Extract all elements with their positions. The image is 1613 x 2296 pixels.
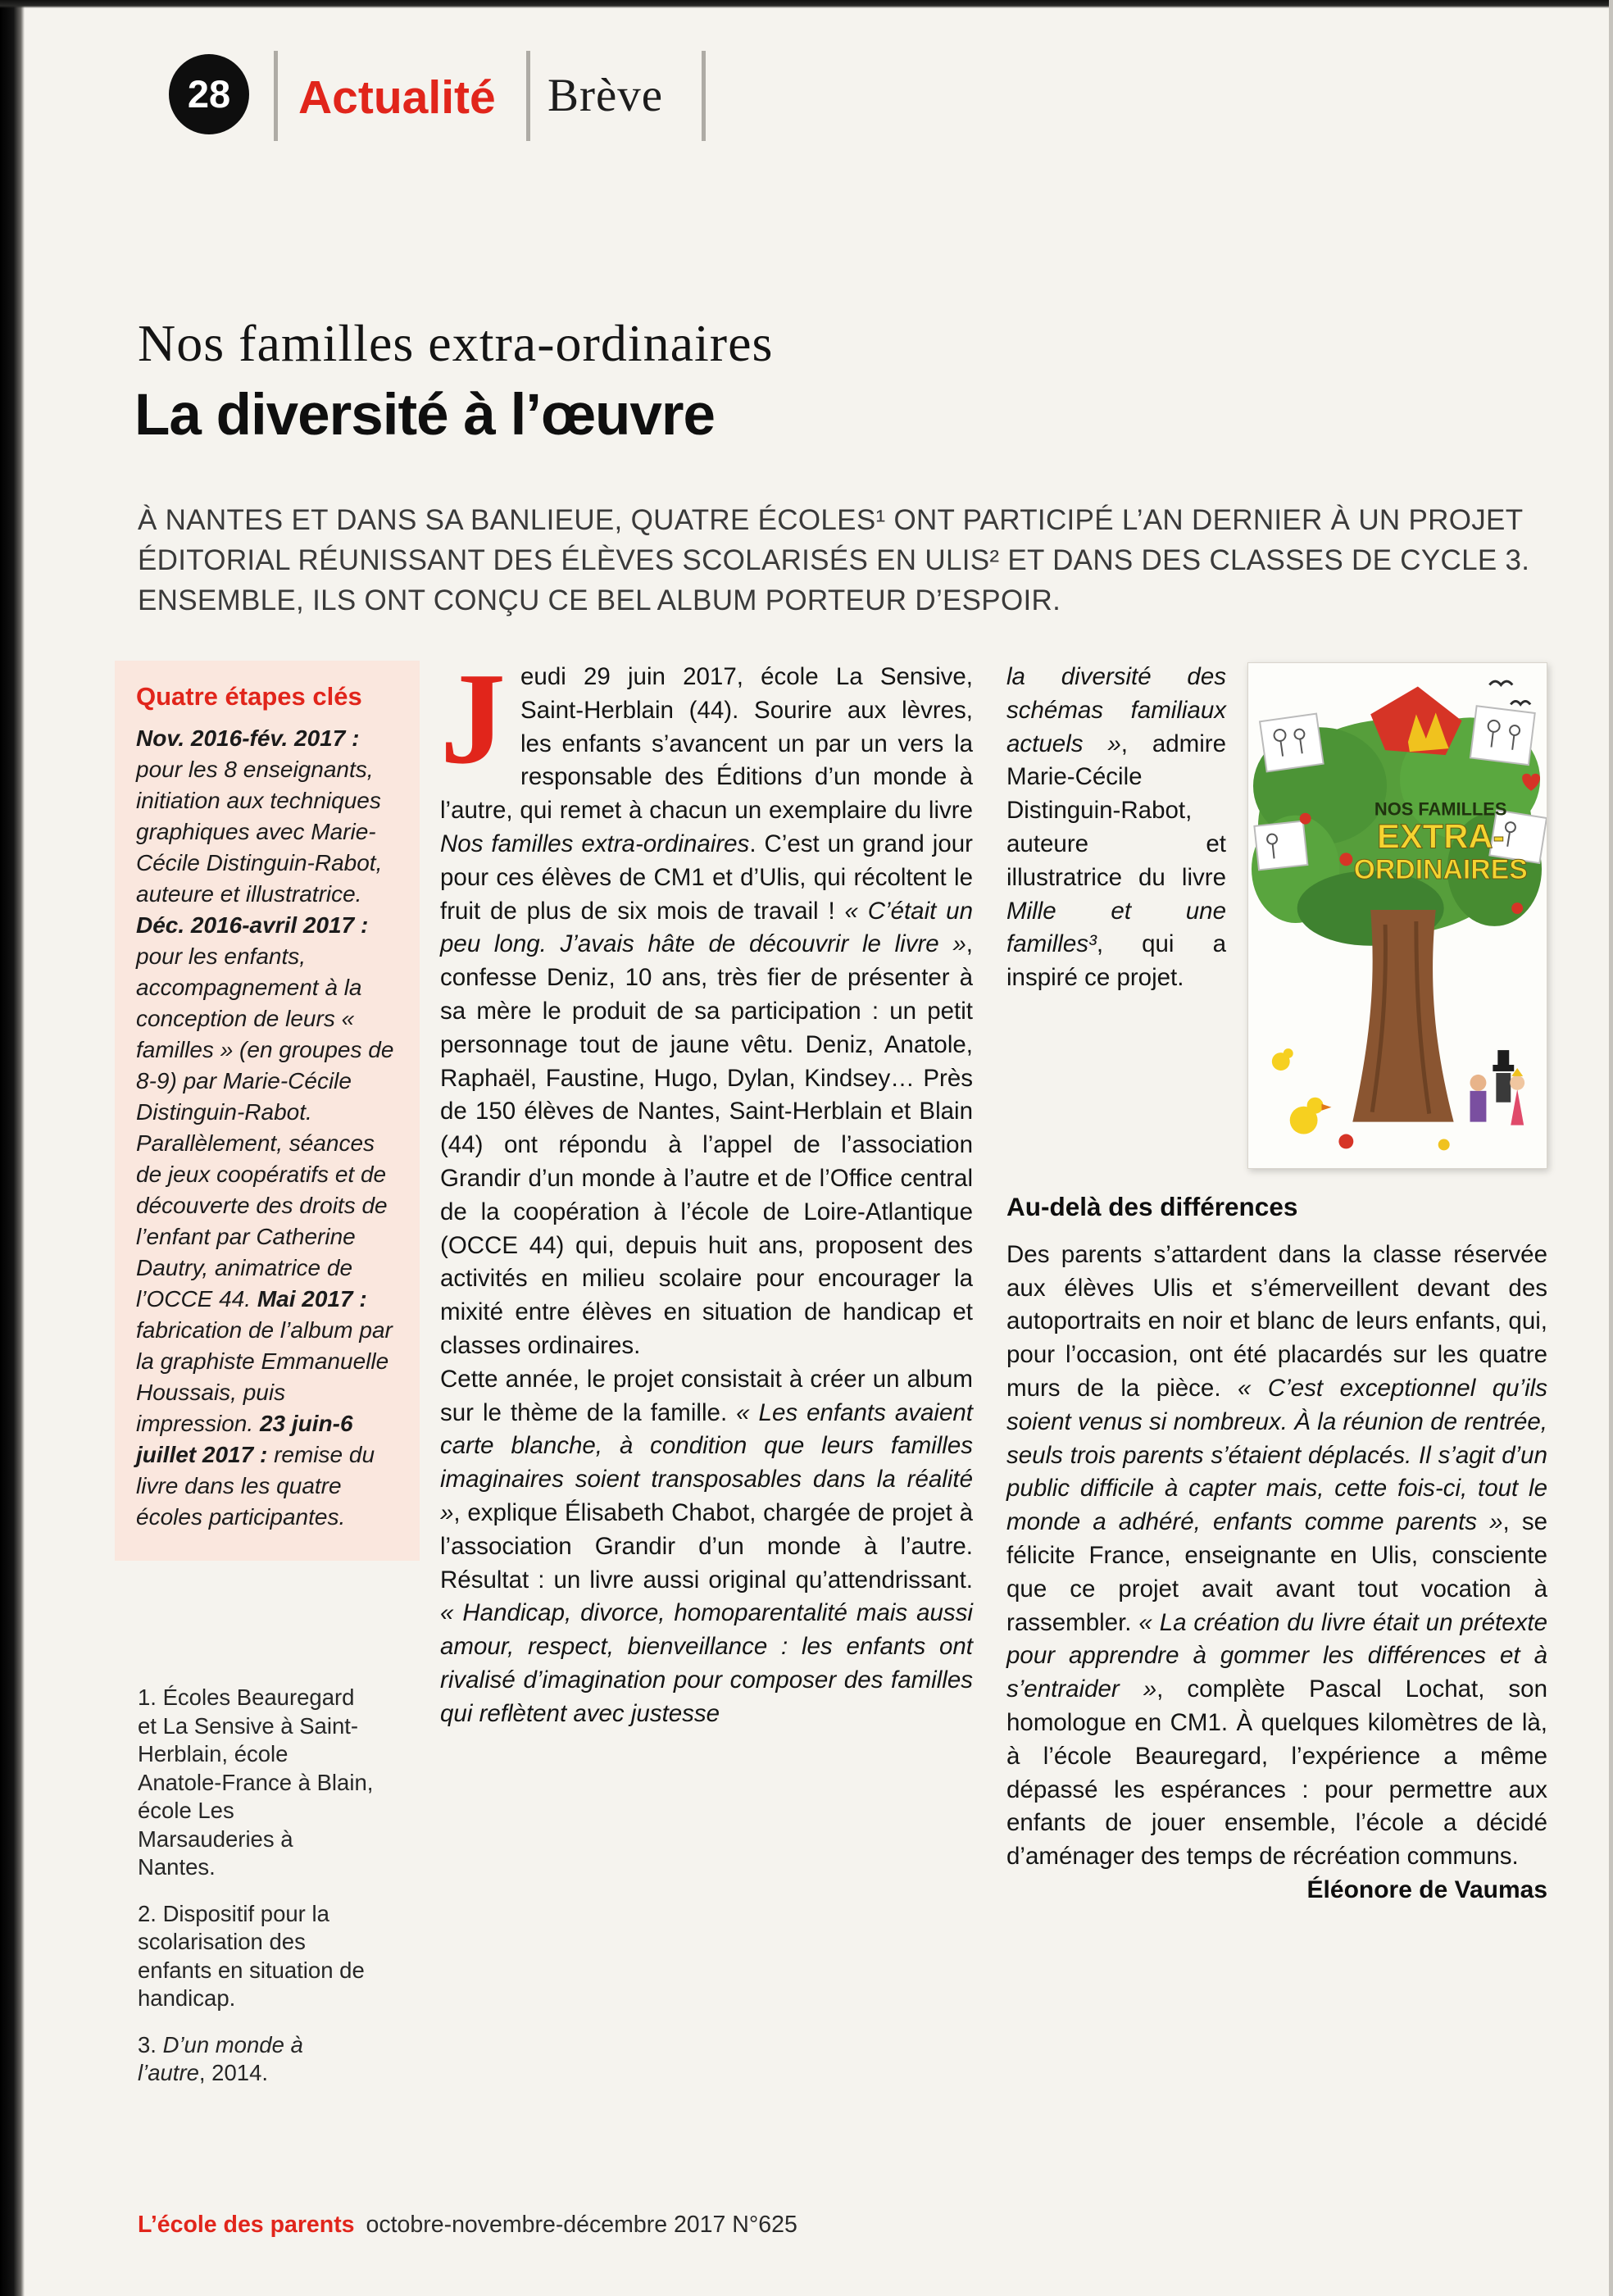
article-title: La diversité à l’œuvre (134, 383, 716, 448)
footer-issue-info: octobre-novembre-décembre 2017 N°625 (366, 2212, 797, 2238)
scan-edge-right (1609, 0, 1613, 2296)
footer-magazine-name: L’école des parents (138, 2212, 355, 2238)
scan-edge-top (0, 0, 1613, 8)
drop-cap: J (440, 645, 506, 791)
footnotes (115, 1684, 374, 2088)
page-number-badge: 28 (169, 54, 249, 134)
left-column (115, 661, 420, 2106)
cover-title-big1: EXTRA- (1376, 816, 1505, 856)
body-paragraph: Jeudi 29 juin 2017, école La Sensive, Saint-Herblain (44). Sourire aux lèvres, les enfants s’avancent un par un vers la responsable des Éditions d’un monde à l’autre, qui remet à chacun un exemplaire du livre Nos familles extra-ordinaires. C’est un grand jour pour ces élèves de CM1 et d’Ulis, qui récoltent le fruit de plus de six mois de travail ! « C’était un peu long. J’avais hâte de découvrir le livre », confesse Deniz, 10 ans, très fier de présenter à sa mère le produit de sa participation : un petit personnage tout de jaune vêtu. Deniz, Anatole, Raphaël, Faustine, Hugo, Dylan, Kindsey… Près de 150 élèves de Nantes, Saint-Herblain et Blain (44) ont répondu à l’appel de l’association Grandir d’un monde à l’autre et de l’Office central de la coopération à l’école de Loire-Atlantique (OCCE 44) qui, depuis huit ans, proposent des activités en milieu scolaire pour encourager la mixité entre élèves en situation de handicap et classes ordinaires. (440, 645, 973, 1359)
section-heading: Au-delà des différences (1006, 1192, 1298, 1221)
cover-title-small: NOS FAMILLES (1374, 798, 1507, 820)
article-standfirst: À NANTES ET DANS SA BANLIEUE, QUATRE ÉCOLES¹ ONT PARTICIPÉ L’AN DERNIER À UN PROJET ÉDITORIAL RÉUNISSANT DES ÉLÈVES SCOLARISÉS EN ULIS² ET DANS DES CLASSES DE CYCLE 3. ENSEMBLE, ILS ONT CONÇU CE BEL ALBUM PORTEUR D’ESPOIR. (138, 504, 1530, 616)
book-cover-illustration (1247, 662, 1547, 1169)
body-column-middle (440, 645, 973, 1731)
body-paragraph: la diversité des schémas familiaux actuels », admire Marie-Cécile Distinguin-Rabot, auteure et illustratrice du livre Mille et une familles³, qui a inspiré ce projet. (1006, 663, 1226, 992)
footnote-2: 2. Dispositif pour la scolarisation des enfants en situation de handicap. (138, 1900, 365, 2011)
footnote-1: 1. Écoles Beauregard et La Sensive à Saint-Herblain, école Anatole-France à Blain, école Les Marsauderies à Nantes. (138, 1684, 374, 1880)
header-divider (274, 51, 278, 141)
key-steps-title: Quatre étapes clés (136, 682, 362, 711)
body-paragraph: Des parents s’attardent dans la classe réservée aux élèves Ulis et s’émerveillent devant des autoportraits en noir et blanc de leurs enfants, qui, pour l’occasion, ont été placardés sur les quatre murs de la pièce. « C’est exceptionnel qu’ils soient venus si nombreux. À la réunion de rentrée, seuls trois parents s’étaient déplacés. Il s’agit d’un public difficile à capter mais, cette fois-ci, tout le monde a adhéré, enfants comme parents », se félicite France, enseignante en Ulis, consciente que ce projet avait avant tout vocation à rassembler. « La création du livre était un prétexte pour apprendre à gommer les différences et à s’entraider », complète Pascal Lochat, son homologue en CM1. À quelques kilomètres de là, à l’école Beauregard, l’expérience a même dépassé les espérances : pour permettre aux enfants de jouer ensemble, l’école a décidé d’aménager des temps de récréation communs. Éléonore de Vaumas (1006, 1239, 1547, 1874)
key-steps-body: Nov. 2016-fév. 2017 : pour les 8 enseignants, initiation aux techniques graphiques avec Marie-Cécile Distinguin-Rabot, auteure et illustratrice. Déc. 2016-avril 2017 : pour les enfants, accompagnement à la conception de leurs « familles » (en groupes de 8-9) par Marie-Cécile Distinguin-Rabot. Parallèlement, séances de jeux coopératifs et de découverte des droits de l’enfant par Catherine Dautry, animatrice de l’OCCE 44. Mai 2017 : fabrication de l’album par la graphiste Emmanuelle Houssais, puis impression. 23 juin-6 juillet 2017 : remise du livre dans les quatre écoles participantes. (136, 725, 394, 1530)
cover-title-big2: ORDINAIRES (1353, 854, 1528, 886)
header-divider (702, 51, 706, 141)
subsection-label: Brève (548, 70, 664, 121)
article-kicker: Nos familles extra-ordinaires (138, 314, 774, 372)
section-label: Actualité (298, 71, 496, 124)
body-column-right (1006, 661, 1547, 1907)
body-paragraph: Cette année, le projet consistait à créer un album sur le thème de la famille. « Les enfants avaient carte blanche, à condition que leurs familles imaginaires soient transposables dans la réalité », explique Élisabeth Chabot, chargée de projet à l’association Grandir d’un monde à l’autre. Résultat : un livre aussi original qu’attendrissant. « Handicap, divorce, homoparentalité mais aussi amour, respect, bienveillance : les enfants ont rivalisé d’imagination pour composer des familles qui reflètent avec justesse (440, 1365, 973, 1727)
footnote-3: 3. D’un monde à l’autre, 2014. (138, 2031, 303, 2085)
page-footer (138, 2212, 797, 2239)
byline: Éléonore de Vaumas (1306, 1875, 1547, 1903)
key-steps-box (115, 661, 420, 1561)
header-divider (526, 51, 530, 141)
scan-edge-left (0, 0, 25, 2296)
